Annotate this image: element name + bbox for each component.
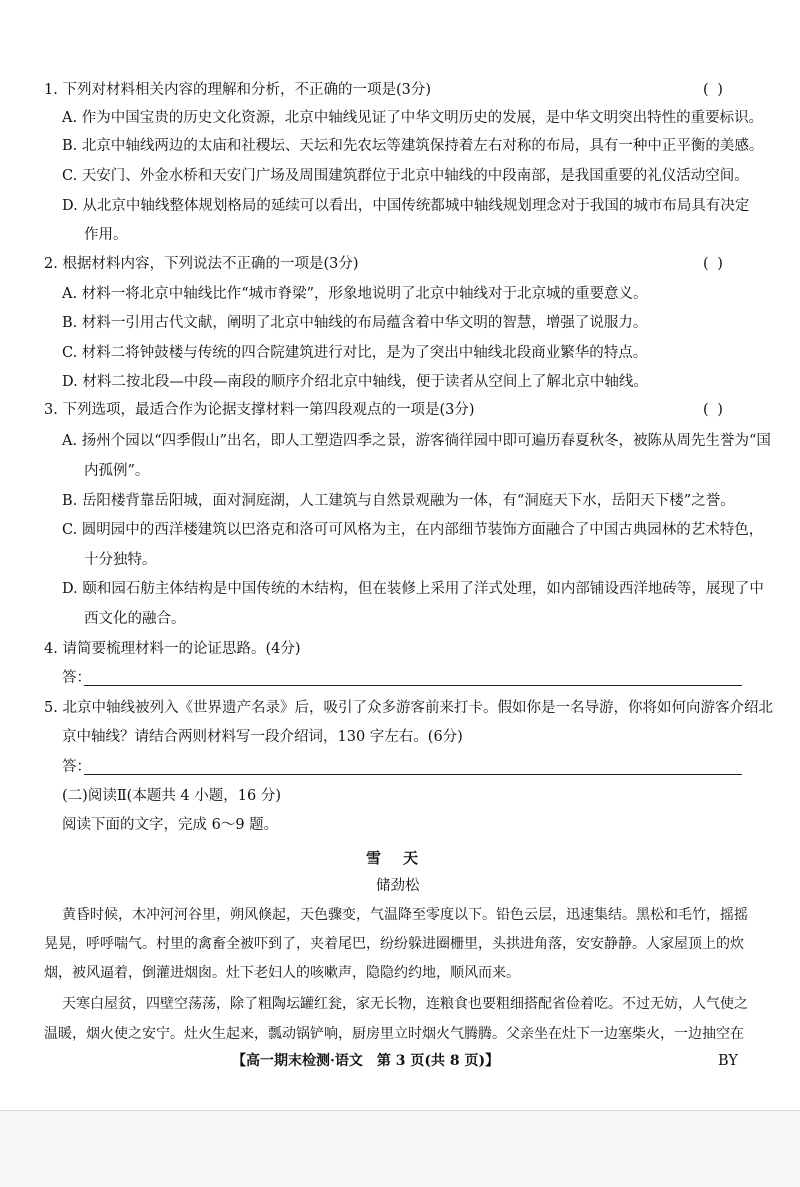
answer-paren: ( ) xyxy=(703,82,725,98)
question-2-stem: 2. 根据材料内容，下列说法不正确的一项是(3分) xyxy=(44,256,359,272)
option-a-continued: 内孤例”。 xyxy=(84,463,150,479)
passage-author: 储劲松 xyxy=(376,878,420,894)
answer-blank[interactable] xyxy=(84,685,742,686)
option-b: B. 北京中轴线两边的太庙和社稷坛、天坛和先农坛等建筑保持着左右对称的布局，具有一种中正平衡的美感。 xyxy=(62,138,764,154)
passage-line: 温暖，烟火使之安宁。灶火生起来，瓢动锅铲响，厨房里立时烟火气腾腾。父亲坐在灶下一边塞柴火，一边抽空在 xyxy=(44,1026,744,1042)
option-c-continued: 十分独特。 xyxy=(84,552,157,568)
option-a: A. 材料一将北京中轴线比作“城市脊梁”，形象地说明了北京中轴线对于北京城的重要意义。 xyxy=(62,286,648,302)
passage-line: 黄昏时候，木冲河河谷里，朔风倏起，天色骤变，气温降至零度以下。铅色云层，迅速集结。黑松和毛竹，摇摇 xyxy=(62,907,748,923)
option-d-continued: 西文化的融合。 xyxy=(84,611,186,627)
option-d-continued: 作用。 xyxy=(84,227,128,243)
option-a: A. 作为中国宝贵的历史文化资源，北京中轴线见证了中华文明历史的发展，是中华文明突出特性的重要标识。 xyxy=(62,110,764,126)
option-d: D. 颐和园石舫主体结构是中国传统的木结构，但在装修上采用了洋式处理，如内部铺设西洋地砖等，展现了中 xyxy=(62,581,764,597)
question-5-stem-continued: 京中轴线？请结合两则材料写一段介绍词，130 字左右。(6分) xyxy=(62,729,463,745)
footer-code: BY xyxy=(718,1053,738,1069)
option-c: C. 材料二将钟鼓楼与传统的四合院建筑进行对比，是为了突出中轴线北段商业繁华的特点。 xyxy=(62,345,648,361)
section-instruction: 阅读下面的文字，完成 6～9 题。 xyxy=(62,817,279,833)
section-heading: (二)阅读Ⅱ(本题共 4 小题，16 分) xyxy=(62,788,281,804)
option-c: C. 圆明园中的西洋楼建筑以巴洛克和洛可可风格为主，在内部细节装饰方面融合了中国古典园林的艺术特色， xyxy=(62,522,764,538)
answer-label: 答： xyxy=(62,670,91,686)
passage-line: 天寒白屋贫，四壁空荡荡，除了粗陶坛罐红瓮，家无长物，连粮食也要粗细搭配省俭着吃。不过无妨，人气使之 xyxy=(62,996,748,1012)
option-a: A. 扬州个园以“四季假山”出名，即人工塑造四季之景，游客徜徉园中即可遍历春夏秋冬，被陈从周先生誉为“国 xyxy=(62,433,771,449)
question-3-stem: 3. 下列选项，最适合作为论据支撑材料一第四段观点的一项是(3分) xyxy=(44,402,475,418)
passage-title: 雪天 xyxy=(366,849,441,867)
passage-line: 烟，被风逼着，倒灌进烟囱。灶下老妇人的咳嗽声，隐隐约约地，顺风而来。 xyxy=(44,965,520,981)
answer-paren: ( ) xyxy=(703,256,725,272)
option-b: B. 岳阳楼背靠岳阳城，面对洞庭湖，人工建筑与自然景观融为一体，有“洞庭天下水，岳阳天下楼”之誉。 xyxy=(62,493,735,509)
option-b: B. 材料一引用古代文献，阐明了北京中轴线的布局蕴含着中华文明的智慧，增强了说服力。 xyxy=(62,315,648,331)
option-c: C. 天安门、外金水桥和天安门广场及周围建筑群位于北京中轴线的中段南部，是我国重要的礼仪活动空间。 xyxy=(62,168,749,184)
blank-margin xyxy=(0,1111,800,1187)
question-4-stem: 4. 请简要梳理材料一的论证思路。(4分) xyxy=(44,641,301,657)
option-d: D. 材料二按北段—中段—南段的顺序介绍北京中轴线，便于读者从空间上了解北京中轴线。 xyxy=(62,374,648,390)
option-d: D. 从北京中轴线整体规划格局的延续可以看出，中国传统都城中轴线规划理念对于我国的城市布局具有决定 xyxy=(62,198,750,214)
question-1-stem: 1. 下列对材料相关内容的理解和分析，不正确的一项是(3分) xyxy=(44,82,431,98)
footer-text: 【高一期末检测·语文 第 3 页(共 8 页)】 xyxy=(232,1053,500,1069)
question-5-stem: 5. 北京中轴线被列入《世界遗产名录》后，吸引了众多游客前来打卡。假如你是一名导游，你将如何向游客介绍北 xyxy=(44,700,773,716)
answer-label: 答： xyxy=(62,759,91,775)
answer-paren: ( ) xyxy=(703,402,725,418)
passage-line: 晃晃，呼呼喘气。村里的禽畜全被吓到了，夹着尾巴，纷纷躲进圈栅里，头拱进角落，安安静静。人家屋顶上的炊 xyxy=(44,936,744,952)
answer-blank[interactable] xyxy=(84,774,742,775)
